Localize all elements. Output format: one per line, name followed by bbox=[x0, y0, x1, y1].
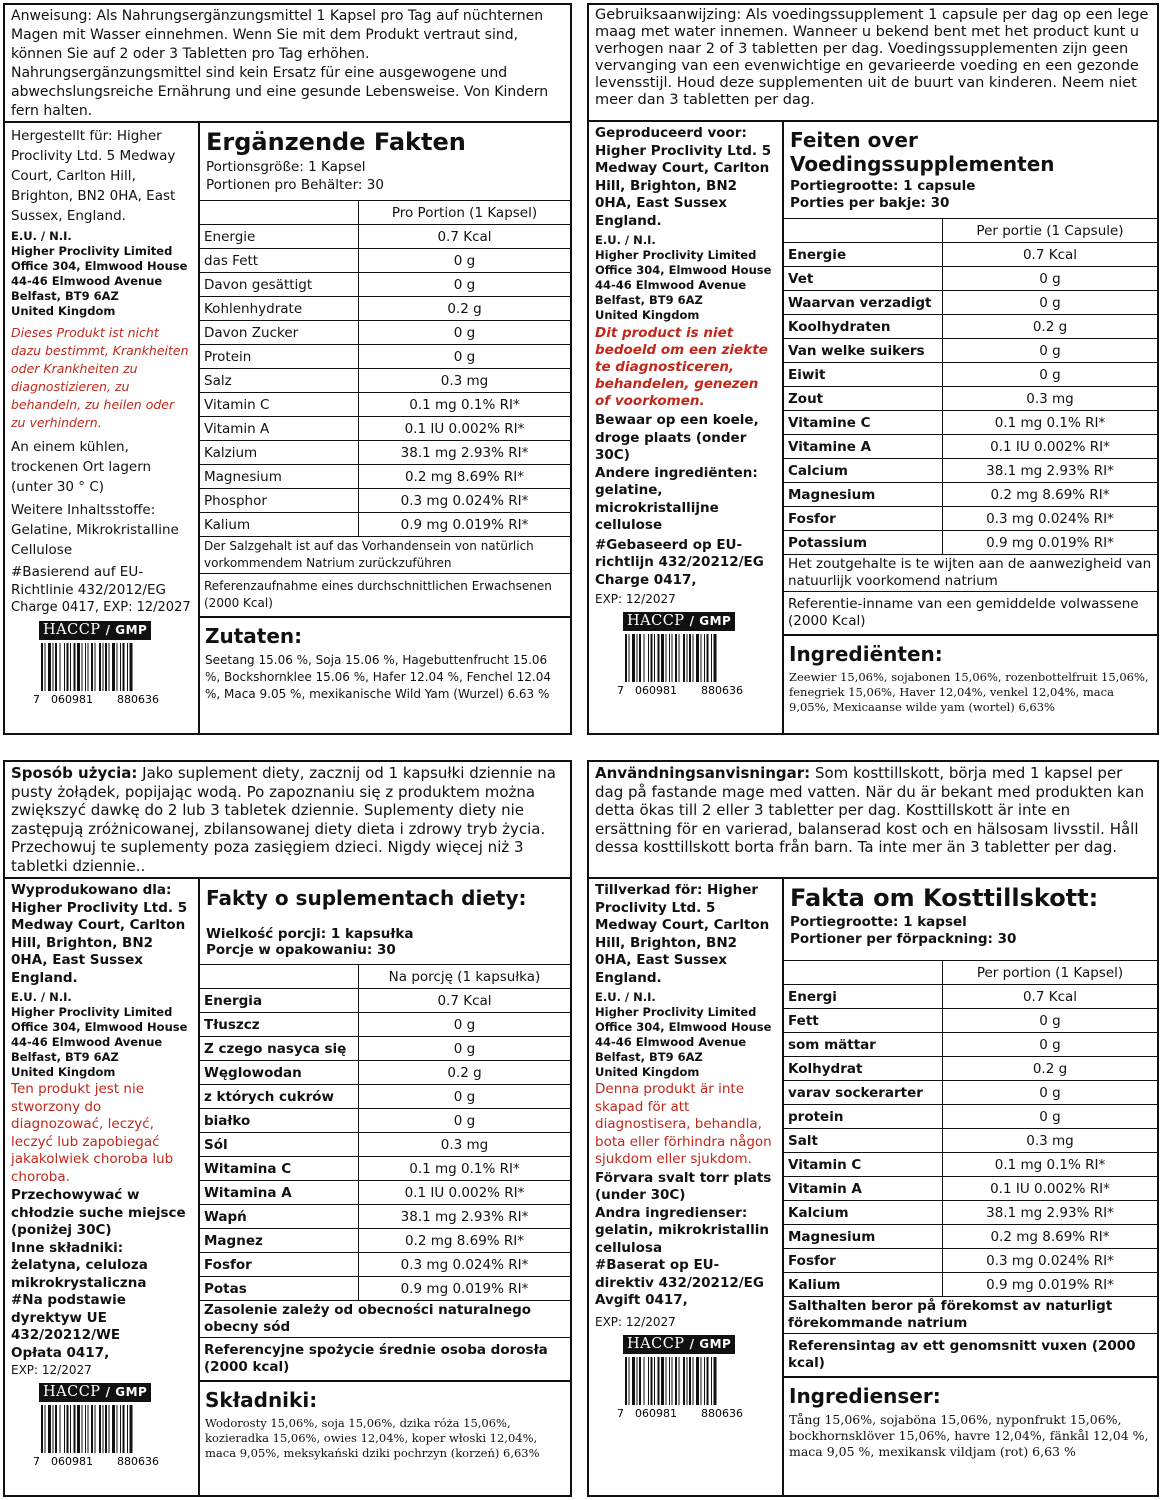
table-header: Pro Portion (1 Kapsel) bbox=[359, 201, 571, 225]
svg-text:060981: 060981 bbox=[51, 693, 93, 705]
svg-text:060981: 060981 bbox=[635, 1406, 677, 1419]
nutrient-name: Salt bbox=[784, 1129, 943, 1153]
table-row bbox=[784, 1105, 1157, 1129]
ingredients-text: Wodorosty 15,06%, soja 15,06%, dzika róża 15,06%, kozieradka 15,06%, owies 12,04%, koper włoski 12,04%, maca 9,05%, meksykański dziki pochrzyn (korzeń) 6,63% bbox=[205, 1416, 540, 1460]
nutrient-value: 0.3 mg bbox=[943, 1129, 1158, 1153]
nutrition-table bbox=[200, 964, 570, 1300]
batch-number: Charge 0417, bbox=[595, 571, 697, 588]
nutrient-value: 0.9 mg 0.019% RI* bbox=[943, 531, 1158, 555]
table-row bbox=[200, 1229, 570, 1253]
supplement-facts bbox=[784, 879, 1157, 1495]
nutrient-value: 0 g bbox=[359, 1109, 571, 1133]
nutrient-value: 0.7 Kcal bbox=[943, 985, 1158, 1009]
nutrient-value: 0 g bbox=[943, 291, 1158, 315]
facts-title: Fakta om Kosttillskott: bbox=[790, 884, 1099, 912]
batch-number: Avgift 0417, bbox=[595, 1292, 688, 1308]
nutrient-name: Węglowodan bbox=[200, 1061, 359, 1085]
eu-line: United Kingdom bbox=[595, 308, 700, 322]
eu-line: E.U. / N.I. bbox=[11, 229, 72, 243]
eu-line: Office 304, Elmwood House bbox=[595, 1020, 772, 1034]
expiry-date: EXP: 12/2027 bbox=[11, 1363, 92, 1377]
barcode-icon bbox=[33, 1405, 173, 1467]
nutrient-name: Vitamine A bbox=[784, 435, 943, 459]
nutrient-name: Fosfor bbox=[784, 507, 943, 531]
nutrient-value: 0 g bbox=[359, 1085, 571, 1109]
table-row bbox=[784, 291, 1157, 315]
table-row bbox=[200, 1013, 570, 1037]
other-ingredients: Weitere Inhaltsstoffe: Gelatine, Mikrokristalline Cellulose bbox=[11, 502, 179, 558]
table-row bbox=[200, 345, 570, 369]
nutrient-value: 0.7 Kcal bbox=[943, 243, 1158, 267]
instructions-text bbox=[589, 762, 1157, 879]
nutrient-name: Magnez bbox=[200, 1229, 359, 1253]
table-row bbox=[784, 1129, 1157, 1153]
nutrient-name: Vitamin C bbox=[784, 1153, 943, 1177]
nutrient-value: 0 g bbox=[359, 249, 571, 273]
instructions-main: Gebruiksaanwijzing: Als voedingssupplement 1 capsule per dag op een lege maag met water innemen. Wanneer u bekend bent met het product kunt u verhogen naar 2 of 3 tabletten per dag. Voedingssupplementen zijn geen vervanging van een evenwichtige en gevarieerde voeding en een gezonde levensstijl. Houd deze supplementen uit de buurt van kinderen. Neem niet meer dan 3 tabletten per dag. bbox=[595, 7, 1149, 108]
table-row bbox=[784, 459, 1157, 483]
eu-line: Office 304, Elmwood House bbox=[11, 259, 188, 273]
nutrient-name: Energie bbox=[200, 225, 359, 249]
svg-text:060981: 060981 bbox=[635, 684, 677, 696]
regulation-basis: #Basierend auf EU-Richtlinie 432/2012/EG bbox=[11, 564, 167, 598]
nutrient-name: Koolhydraten bbox=[784, 315, 943, 339]
storage-text: Förvara svalt torr plats (under 30C) bbox=[595, 1169, 772, 1203]
manufacturer-address: Hergestellt für: Higher Proclivity Ltd. 5 Medway Court, Carlton Hill, Brighton, BN2 0HA, East Sussex, England. bbox=[11, 128, 176, 224]
nutrient-name: Energia bbox=[200, 989, 359, 1013]
svg-text:7: 7 bbox=[617, 684, 624, 696]
table-row bbox=[784, 483, 1157, 507]
label-panel-german bbox=[3, 3, 572, 735]
manufacturer-address: Wyprodukowano dla: Higher Proclivity Ltd. 5 Medway Court, Carlton Hill, Brighton, BN2 0HA, East Sussex England. bbox=[11, 882, 188, 986]
haccp-gmp-badge: HACCP / GMP bbox=[623, 1335, 735, 1354]
eu-line: Belfast, BT9 6AZ bbox=[595, 1050, 703, 1064]
nutrient-value: 38.1 mg 2.93% RI* bbox=[359, 1205, 571, 1229]
eu-address bbox=[595, 990, 776, 1080]
reference-intake-note: Referencyjne spożycie średnie osoba dorosła (2000 kcal) bbox=[200, 1337, 570, 1380]
eu-line: Higher Proclivity Limited bbox=[11, 244, 173, 258]
nutrient-name: Kohlenhydrate bbox=[200, 297, 359, 321]
nutrient-value: 0 g bbox=[359, 273, 571, 297]
eu-line: 44-46 Elmwood Avenue bbox=[11, 274, 163, 288]
table-row bbox=[200, 1133, 570, 1157]
manufacturer-address: Tillverkad för: Higher Proclivity Ltd. 5 Medway Court, Carlton Hill, Brighton, BN2 0HA, East Sussex England. bbox=[595, 882, 770, 986]
other-ingredients: Inne składniki: żelatyna, celuloza mikrokrystaliczna bbox=[11, 1239, 148, 1291]
nutrient-value: 0.1 IU 0.002% RI* bbox=[359, 1181, 571, 1205]
eu-line: United Kingdom bbox=[11, 1065, 116, 1079]
facts-title: Ergänzende Fakten bbox=[206, 128, 466, 156]
nutrient-name: Kolhydrat bbox=[784, 1057, 943, 1081]
eu-line: United Kingdom bbox=[11, 304, 116, 318]
salt-note: Der Salzgehalt ist auf das Vorhandensein von natürlich vorkommendem Natrium zurückzuführen bbox=[200, 536, 570, 573]
table-row bbox=[784, 1225, 1157, 1249]
table-row bbox=[200, 297, 570, 321]
left-info-column bbox=[589, 122, 784, 733]
nutrient-name: Vet bbox=[784, 267, 943, 291]
nutrient-name: Vitamin A bbox=[784, 1177, 943, 1201]
serving-size: Portiegrootte: 1 kapsel bbox=[790, 914, 967, 930]
table-row bbox=[784, 531, 1157, 555]
table-row bbox=[784, 1249, 1157, 1273]
batch-number: Opłata 0417, bbox=[11, 1344, 110, 1361]
eu-line: Higher Proclivity Limited bbox=[595, 1005, 757, 1019]
eu-line: United Kingdom bbox=[595, 1065, 700, 1079]
table-row bbox=[200, 1085, 570, 1109]
table-row bbox=[200, 1157, 570, 1181]
nutrient-value: 0 g bbox=[943, 1009, 1158, 1033]
table-row bbox=[784, 435, 1157, 459]
ingredients-text: Zeewier 15,06%, sojabonen 15,06%, rozenbottelfruit 15,06%, fenegriek 15,06%, Haver 12,04%, venkel 12,04%, maca 9,05%, Mexicaanse wilde yam (wortel) 6,63% bbox=[789, 670, 1149, 714]
nutrient-value: 0.1 mg 0.1% RI* bbox=[359, 393, 571, 417]
label-panel-dutch bbox=[587, 3, 1159, 735]
instructions-text bbox=[5, 762, 570, 879]
other-ingredients: Andere ingrediënten: gelatine, microkristallijne cellulose bbox=[595, 464, 758, 533]
eu-address bbox=[11, 229, 192, 319]
nutrient-value: 0 g bbox=[943, 363, 1158, 387]
eu-line: Higher Proclivity Limited bbox=[11, 1005, 173, 1019]
nutrient-value: 0.9 mg 0.019% RI* bbox=[943, 1273, 1158, 1297]
table-row bbox=[200, 369, 570, 393]
instructions-label: Användningsanvisningar: bbox=[595, 764, 811, 782]
nutrient-value: 0.2 g bbox=[943, 1057, 1158, 1081]
eu-line: Higher Proclivity Limited bbox=[595, 248, 757, 262]
facts-title: Fakty o suplementach diety: bbox=[206, 886, 527, 910]
nutrient-value: 0.2 mg 8.69% RI* bbox=[359, 1229, 571, 1253]
table-row bbox=[784, 1009, 1157, 1033]
table-row bbox=[784, 315, 1157, 339]
table-row bbox=[200, 393, 570, 417]
nutrient-name: protein bbox=[784, 1105, 943, 1129]
instructions-main: Som kosttillskott, börja med 1 kapsel per dag på fastande mage med vatten. När du är bekant med produkten kan detta ökas till 2 eller 3 tabletter per dag. Kosttillskott är inte en ersättning för en varierad, balanserad kost och en hälsosam livsstil. Håll dessa kosttillskott borta från barn. Ta inte mer än 3 tabletter per dag. bbox=[595, 764, 1145, 856]
nutrient-value: 0 g bbox=[943, 1081, 1158, 1105]
nutrient-name: Davon Zucker bbox=[200, 321, 359, 345]
eu-line: Office 304, Elmwood House bbox=[595, 263, 772, 277]
reference-intake-note: Referentie-inname van een gemiddelde volwassene (2000 Kcal) bbox=[784, 591, 1157, 634]
eu-line: Belfast, BT9 6AZ bbox=[595, 293, 703, 307]
ingredients-text: Seetang 15.06 %, Soja 15.06 %, Hagebuttenfrucht 15.06 %, Bockshornklee 15.06 %, Hafer 12.04 %, Fenchel 12.04 %, Maca 9.05 %, mexikanische Wild Yam (Wurzel) 6.63 % bbox=[205, 653, 551, 701]
table-row bbox=[200, 441, 570, 465]
nutrient-name: Vitamin C bbox=[200, 393, 359, 417]
eu-line: E.U. / N.I. bbox=[11, 990, 72, 1004]
nutrient-name: Calcium bbox=[784, 459, 943, 483]
ingredients-title: Ingredienser: bbox=[784, 1376, 1157, 1410]
left-info-column bbox=[5, 123, 200, 733]
nutrient-value: 0 g bbox=[359, 345, 571, 369]
reference-intake-note: Referenzaufnahme eines durchschnittlichen Erwachsenen (2000 Kcal) bbox=[200, 573, 570, 616]
eu-line: E.U. / N.I. bbox=[595, 990, 656, 1004]
eu-address bbox=[595, 233, 776, 323]
nutrient-value: 0 g bbox=[359, 1013, 571, 1037]
disclaimer-text: Dieses Produkt ist nicht dazu bestimmt, Krankheiten oder Krankheiten zu diagnostizieren, zu behandeln, zu heilen oder zu verhindern. bbox=[11, 325, 189, 430]
table-row bbox=[200, 249, 570, 273]
svg-text:060981: 060981 bbox=[51, 1455, 93, 1467]
table-row bbox=[784, 1033, 1157, 1057]
nutrient-name: som mättar bbox=[784, 1033, 943, 1057]
nutrient-name: białko bbox=[200, 1109, 359, 1133]
nutrient-name: Kalium bbox=[784, 1273, 943, 1297]
nutrient-name: Van welke suikers bbox=[784, 339, 943, 363]
nutrient-name: Waarvan verzadigt bbox=[784, 291, 943, 315]
ingredients-title: Ingrediënten: bbox=[784, 634, 1157, 668]
instructions-main: Anweisung: Als Nahrungsergänzungsmittel 1 Kapsel pro Tag auf nüchternen Magen mit Wasser einnehmen. Wenn Sie mit dem Produkt vertraut sind, können Sie auf 2 oder 3 Tabletten pro Tag erhöhen. Nahrungsergänzungsmittel sind kein Ersatz für eine ausgewogene und abwechslungsreiche Ernährung und eine gesunde Lebensweise. Von Kindern fern halten. bbox=[11, 8, 549, 119]
nutrient-name: Potas bbox=[200, 1277, 359, 1301]
nutrient-name: Witamina A bbox=[200, 1181, 359, 1205]
salt-note: Het zoutgehalte is te wijten aan de aanwezigheid van natuurlijk voorkomend natrium bbox=[784, 554, 1157, 591]
left-info-column bbox=[589, 879, 784, 1495]
eu-line: Belfast, BT9 6AZ bbox=[11, 289, 119, 303]
table-row bbox=[784, 1201, 1157, 1225]
manufacturer-address: Geproduceerd voor: Higher Proclivity Ltd. 5 Medway Court, Carlton Hill, Brighton, BN2 0HA, East Sussex England. bbox=[595, 125, 772, 229]
nutrient-value: 0 g bbox=[943, 339, 1158, 363]
eu-line: Belfast, BT9 6AZ bbox=[11, 1050, 119, 1064]
eu-line: 44-46 Elmwood Avenue bbox=[11, 1035, 163, 1049]
svg-text:7: 7 bbox=[617, 1406, 624, 1419]
nutrient-value: 0.3 mg bbox=[359, 1133, 571, 1157]
table-row bbox=[784, 507, 1157, 531]
table-row bbox=[784, 363, 1157, 387]
nutrient-value: 0.7 Kcal bbox=[359, 989, 571, 1013]
table-row bbox=[200, 1181, 570, 1205]
table-row bbox=[200, 989, 570, 1013]
nutrient-value: 0.1 mg 0.1% RI* bbox=[943, 1153, 1158, 1177]
nutrient-name: Magnesium bbox=[784, 483, 943, 507]
regulation-basis: #Gebaseerd op EU-richtlijn 432/20212/EG bbox=[595, 536, 764, 570]
servings-per-container: Porcje w opakowaniu: 30 bbox=[206, 942, 396, 958]
table-row bbox=[200, 1277, 570, 1301]
eu-line: E.U. / N.I. bbox=[595, 233, 656, 247]
nutrient-name: Energi bbox=[784, 985, 943, 1009]
nutrient-name: Fett bbox=[784, 1009, 943, 1033]
table-header: Per portie (1 Capsule) bbox=[943, 219, 1158, 243]
instructions-label: Sposób użycia: bbox=[11, 764, 138, 782]
table-row bbox=[200, 321, 570, 345]
table-row bbox=[784, 243, 1157, 267]
instructions-text bbox=[589, 5, 1157, 122]
nutrient-value: 0.3 mg bbox=[943, 387, 1158, 411]
table-header: Per portion (1 Kapsel) bbox=[943, 961, 1158, 985]
facts-title: Feiten over Voedingssupplementen bbox=[790, 128, 1055, 176]
svg-text:7: 7 bbox=[33, 1455, 40, 1467]
nutrient-name: Witamina C bbox=[200, 1157, 359, 1181]
haccp-gmp-badge: HACCP / GMP bbox=[39, 1383, 151, 1402]
disclaimer-text: Denna produkt är inte skapad för att diagnostisera, behandla, bota eller förhindra någon sjukdom eller sjukdom. bbox=[595, 1081, 772, 1167]
table-row bbox=[784, 1177, 1157, 1201]
table-row bbox=[784, 387, 1157, 411]
nutrient-value: 38.1 mg 2.93% RI* bbox=[943, 1201, 1158, 1225]
supplement-facts bbox=[200, 123, 570, 733]
table-row bbox=[200, 273, 570, 297]
nutrient-value: 0.3 mg 0.024% RI* bbox=[359, 489, 571, 513]
nutrient-name: Fosfor bbox=[784, 1249, 943, 1273]
nutrient-name: Davon gesättigt bbox=[200, 273, 359, 297]
nutrient-name: z których cukrów bbox=[200, 1085, 359, 1109]
nutrient-name: Sól bbox=[200, 1133, 359, 1157]
batch-expiry: Charge 0417, EXP: 12/2027 bbox=[11, 600, 191, 615]
nutrient-name: Tłuszcz bbox=[200, 1013, 359, 1037]
nutrient-value: 0.3 mg 0.024% RI* bbox=[359, 1253, 571, 1277]
regulation-basis: #Na podstawie dyrektyw UE 432/20212/WE bbox=[11, 1292, 126, 1343]
nutrient-value: 0.2 g bbox=[359, 297, 571, 321]
nutrient-value: 0 g bbox=[943, 1105, 1158, 1129]
table-row bbox=[200, 1037, 570, 1061]
table-row bbox=[784, 1081, 1157, 1105]
ingredients-title: Składniki: bbox=[200, 1380, 570, 1414]
nutrition-table bbox=[784, 960, 1157, 1296]
reference-intake-note: Referensintag av ett genomsnitt vuxen (2000 kcal) bbox=[784, 1333, 1157, 1376]
haccp-gmp-badge: HACCP / GMP bbox=[623, 612, 735, 631]
nutrient-name: Eiwit bbox=[784, 363, 943, 387]
nutrient-value: 0.3 mg bbox=[359, 369, 571, 393]
nutrient-value: 0.2 g bbox=[943, 315, 1158, 339]
nutrient-value: 0.2 mg 8.69% RI* bbox=[943, 1225, 1158, 1249]
table-header: Na porcję (1 kapsułka) bbox=[359, 965, 571, 989]
nutrient-name: Phosphor bbox=[200, 489, 359, 513]
supplement-facts bbox=[784, 122, 1157, 733]
nutrient-value: 0 g bbox=[359, 321, 571, 345]
nutrient-name: Kalcium bbox=[784, 1201, 943, 1225]
table-row bbox=[784, 1273, 1157, 1297]
salt-note: Salthalten beror på förekomst av naturligt förekommande natrium bbox=[784, 1296, 1157, 1333]
supplement-facts bbox=[200, 879, 570, 1495]
nutrient-value: 38.1 mg 2.93% RI* bbox=[943, 459, 1158, 483]
eu-line: Office 304, Elmwood House bbox=[11, 1020, 188, 1034]
nutrient-name: varav sockerarter bbox=[784, 1081, 943, 1105]
instructions-text bbox=[5, 5, 570, 123]
label-panel-polish bbox=[3, 760, 572, 1497]
eu-line: 44-46 Elmwood Avenue bbox=[595, 1035, 747, 1049]
svg-text:880636: 880636 bbox=[701, 684, 743, 696]
svg-text:880636: 880636 bbox=[701, 1406, 743, 1419]
disclaimer-text: Dit product is niet bedoeld om een ziekte te diagnosticeren, behandelen, genezen of voorkomen. bbox=[595, 325, 768, 409]
svg-text:880636: 880636 bbox=[117, 1455, 159, 1467]
nutrient-value: 0.3 mg 0.024% RI* bbox=[943, 507, 1158, 531]
nutrient-name: Energie bbox=[784, 243, 943, 267]
svg-text:7: 7 bbox=[33, 693, 40, 705]
serving-size: Portionsgröße: 1 Kapsel bbox=[206, 159, 366, 175]
table-row bbox=[200, 225, 570, 249]
barcode-icon bbox=[617, 1357, 757, 1419]
storage-text: Przechowywać w chłodzie suche miejsce (poniżej 30C) bbox=[11, 1187, 186, 1238]
ingredients-title: Zutaten: bbox=[200, 616, 570, 650]
serving-size: Wielkość porcji: 1 kapsułka bbox=[206, 926, 414, 942]
nutrient-name: Kalzium bbox=[200, 441, 359, 465]
nutrient-name: Wapń bbox=[200, 1205, 359, 1229]
nutrient-value: 0.2 mg 8.69% RI* bbox=[943, 483, 1158, 507]
nutrient-value: 0.9 mg 0.019% RI* bbox=[359, 1277, 571, 1301]
nutrient-name: Kalium bbox=[200, 513, 359, 537]
nutrient-value: 0.1 IU 0.002% RI* bbox=[359, 417, 571, 441]
serving-size: Portiegrootte: 1 capsule bbox=[790, 178, 976, 194]
left-info-column bbox=[5, 879, 200, 1495]
table-row bbox=[784, 267, 1157, 291]
nutrient-name: Magnesium bbox=[784, 1225, 943, 1249]
nutrient-value: 0.7 Kcal bbox=[359, 225, 571, 249]
table-row bbox=[784, 1057, 1157, 1081]
nutrient-name: Vitamin A bbox=[200, 417, 359, 441]
nutrient-value: 0.1 mg 0.1% RI* bbox=[943, 411, 1158, 435]
table-row bbox=[200, 417, 570, 441]
nutrient-value: 0.2 mg 8.69% RI* bbox=[359, 465, 571, 489]
table-row bbox=[784, 985, 1157, 1009]
table-row bbox=[200, 1205, 570, 1229]
nutrient-value: 0.1 IU 0.002% RI* bbox=[943, 435, 1158, 459]
nutrient-value: 0.2 g bbox=[359, 1061, 571, 1085]
nutrient-name: Vitamine C bbox=[784, 411, 943, 435]
nutrient-name: Potassium bbox=[784, 531, 943, 555]
table-row bbox=[784, 1153, 1157, 1177]
other-ingredients: Andra ingredienser: gelatin, mikrokristallin cellulosa bbox=[595, 1204, 770, 1256]
nutrient-name: Magnesium bbox=[200, 465, 359, 489]
table-row bbox=[784, 339, 1157, 363]
table-row bbox=[200, 489, 570, 513]
servings-per-container: Portionen pro Behälter: 30 bbox=[206, 177, 384, 193]
nutrient-name: Z czego nasyca się bbox=[200, 1037, 359, 1061]
storage-text: Bewaar op een koele, droge plaats (onder 30C) bbox=[595, 412, 759, 463]
servings-per-container: Portioner per förpackning: 30 bbox=[790, 931, 1017, 947]
table-row bbox=[784, 411, 1157, 435]
nutrient-value: 0.3 mg 0.024% RI* bbox=[943, 1249, 1158, 1273]
table-row bbox=[200, 1061, 570, 1085]
nutrition-table bbox=[784, 218, 1157, 554]
nutrient-value: 0.1 mg 0.1% RI* bbox=[359, 1157, 571, 1181]
salt-note: Zasolenie zależy od obecności naturalnego obecny sód bbox=[200, 1300, 570, 1337]
nutrient-name: das Fett bbox=[200, 249, 359, 273]
storage-text: An einem kühlen, trockenen Ort lagern (unter 30 ° C) bbox=[11, 439, 152, 495]
nutrient-value: 0 g bbox=[359, 1037, 571, 1061]
svg-text:880636: 880636 bbox=[117, 693, 159, 705]
nutrient-name: Salz bbox=[200, 369, 359, 393]
instructions-main: Jako suplement diety, zacznij od 1 kapsułki dziennie na pusty żołądek, popijając wodą. Po zapoznaniu się z produktem można zwiększyć dawkę do 2 lub 3 tabletek dziennie. Suplementy diety nie zastępują zróżnicowanej, zbilansowanej diety dieta i zdrowy tryb życia. Przechowuj te suplementy poza zasięgiem dzieci. Nigdy więcej niż 3 tabletki dziennie.. bbox=[11, 764, 556, 875]
expiry-date: EXP: 12/2027 bbox=[595, 1314, 676, 1329]
servings-per-container: Porties per bakje: 30 bbox=[790, 195, 950, 211]
nutrient-value: 0 g bbox=[943, 267, 1158, 291]
eu-line: 44-46 Elmwood Avenue bbox=[595, 278, 747, 292]
nutrient-value: 0 g bbox=[943, 1033, 1158, 1057]
nutrient-value: 38.1 mg 2.93% RI* bbox=[359, 441, 571, 465]
nutrition-table bbox=[200, 200, 570, 536]
nutrient-value: 0.1 IU 0.002% RI* bbox=[943, 1177, 1158, 1201]
table-row bbox=[200, 1109, 570, 1133]
haccp-gmp-badge: HACCP / GMP bbox=[39, 621, 151, 640]
ingredients-text: Tång 15,06%, sojaböna 15,06%, nyponfrukt 15,06%, bockhornsklöver 15,06%, havre 12,04%, fänkål 12,04 %, maca 9,05 %, mexikansk vildjam (rot) 6,63 % bbox=[789, 1412, 1149, 1459]
disclaimer-text: Ten produkt jest nie stworzony do diagnozować, leczyć, leczyć lub zapobiegać jakakolwiek choroba lub choroba. bbox=[11, 1081, 174, 1185]
barcode-icon bbox=[33, 643, 173, 705]
label-panel-swedish bbox=[587, 760, 1159, 1497]
nutrient-name: Zout bbox=[784, 387, 943, 411]
barcode-icon bbox=[617, 634, 757, 696]
nutrient-name: Fosfor bbox=[200, 1253, 359, 1277]
nutrient-value: 0.9 mg 0.019% RI* bbox=[359, 513, 571, 537]
regulation-basis: #Baserat op EU-direktiv 432/20212/EG bbox=[595, 1257, 764, 1291]
expiry-date: EXP: 12/2027 bbox=[595, 592, 676, 606]
table-row bbox=[200, 465, 570, 489]
table-row bbox=[200, 1253, 570, 1277]
eu-address bbox=[11, 990, 192, 1080]
table-row bbox=[200, 513, 570, 537]
nutrient-name: Protein bbox=[200, 345, 359, 369]
